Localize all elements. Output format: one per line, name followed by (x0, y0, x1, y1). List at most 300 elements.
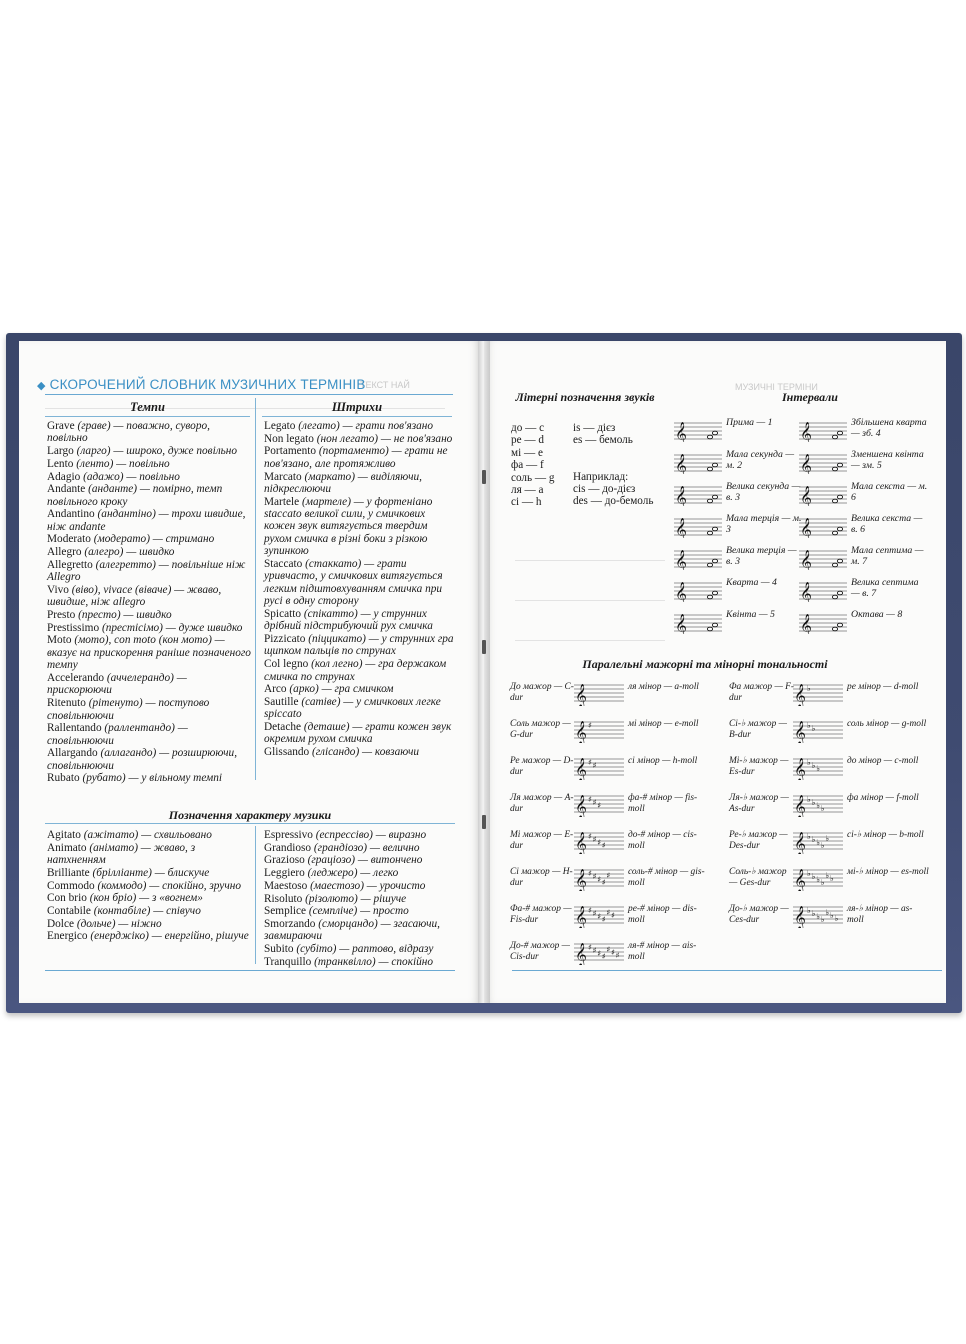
letters-heading: Літерні позначення звуків (515, 390, 655, 404)
key-signature (793, 756, 843, 780)
minor-key: сі мінор — h-moll (628, 756, 698, 766)
svg-text:♯: ♯ (588, 758, 592, 767)
column-divider (255, 398, 256, 780)
key-signature (574, 904, 624, 928)
svg-text:𝄞: 𝄞 (794, 905, 806, 928)
term-entry (47, 445, 252, 457)
term-definition: — велично (369, 841, 420, 854)
term-name: Risoluto (264, 892, 303, 905)
music-staff-icon (574, 904, 624, 928)
keys-heading: Паралельні мажорні та мінорні тональності (582, 657, 828, 671)
interval-cell (799, 577, 929, 603)
term-entry (264, 433, 454, 445)
term-name: Allargando (47, 747, 98, 760)
term-transliteration: (алегро) (84, 546, 124, 559)
dictionary-title: ◆ СКОРОЧЕНИЙ СЛОВНИК МУЗИЧНИХ ТЕРМІНІВ (37, 377, 366, 392)
key-signature (793, 682, 843, 706)
svg-text:𝄞: 𝄞 (794, 720, 806, 743)
music-staff-icon (793, 793, 843, 817)
bottom-rule (45, 970, 455, 971)
key-cell (729, 680, 934, 710)
svg-text:♯: ♯ (611, 948, 615, 957)
text-line: мі — e (511, 446, 543, 459)
book-spine (478, 341, 490, 1003)
text-line: des — до-бемоль (573, 495, 654, 508)
interval-cell (799, 481, 929, 507)
term-transliteration: (маестозо) (310, 879, 364, 892)
music-staff-icon (793, 719, 843, 743)
svg-text:♯: ♯ (606, 945, 611, 954)
svg-text:𝄞: 𝄞 (575, 794, 587, 817)
term-definition: — жваво, з натхненням (47, 841, 196, 867)
term-definition: — розширюючи, сповільнюючи (47, 747, 238, 772)
svg-text:♭: ♭ (816, 875, 820, 884)
svg-text:𝄞: 𝄞 (575, 683, 587, 706)
minor-key: фа мінор — f-moll (847, 793, 919, 803)
term-definition: — швидко (123, 609, 172, 622)
term-definition: — у фортеніано staccato великої сили, у смичкових кожен звук витягується твердим рухом смичка в різні боки з різкою зупинкою (264, 495, 433, 558)
key-signature (574, 867, 624, 891)
term-name: Prestissimo (47, 621, 100, 634)
minor-key: соль мінор — g-moll (847, 719, 927, 729)
term-definition: — спокійно (378, 955, 434, 968)
term-transliteration: (ажітато) (83, 829, 139, 841)
svg-text:♯: ♯ (611, 911, 615, 920)
svg-text:♭: ♭ (807, 795, 811, 804)
svg-text:♯: ♯ (597, 912, 602, 921)
term-transliteration: (адажо) (83, 470, 124, 483)
minor-key: ре мінор — d-moll (847, 682, 919, 692)
svg-text:♭: ♭ (834, 914, 839, 923)
term-transliteration: (портаменто) (318, 445, 389, 458)
interval-label: Мала септима — м. 7 (851, 545, 924, 567)
term-entry (264, 696, 454, 721)
note-letters (511, 422, 554, 509)
key-cell (510, 828, 715, 858)
term-name: Brilliante (47, 866, 90, 879)
term-name: Commodo (47, 879, 95, 892)
term-transliteration: (енерджіко) (90, 930, 149, 943)
svg-text:𝄞: 𝄞 (675, 549, 687, 570)
term-transliteration: (мото), (74, 634, 112, 647)
term-name: Espressivo (264, 829, 313, 841)
music-staff-icon (793, 867, 843, 891)
music-staff-icon (574, 830, 624, 854)
music-staff-icon (793, 830, 843, 854)
term-transliteration: (семпліче) (308, 905, 358, 918)
term-definition: — не пов'язано (380, 432, 453, 445)
bottom-rule (512, 970, 942, 971)
svg-text:𝄞: 𝄞 (800, 549, 812, 570)
term-definition: — ковзаючи (362, 746, 420, 759)
term-transliteration: (рубато) (82, 772, 126, 785)
term-transliteration: (кол легно) (311, 658, 363, 671)
term-definition: — у струнних дрібний підстрибуючий рух смичка (264, 607, 433, 633)
svg-text:𝄞: 𝄞 (675, 581, 687, 602)
term-transliteration: (ленто) (76, 457, 114, 470)
svg-text:♭: ♭ (811, 724, 816, 733)
music-staff-icon (574, 793, 624, 817)
music-staff-icon (799, 516, 847, 538)
svg-text:♯: ♯ (615, 951, 620, 960)
term-transliteration: (нон легато) (316, 432, 379, 445)
term-entry (264, 842, 454, 854)
term-entry (264, 658, 454, 683)
term-definition: — згасаючи, завмираючи (264, 917, 440, 943)
term-definition: — грати пов'язано (342, 420, 434, 432)
svg-text:♭: ♭ (811, 761, 816, 770)
term-definition: — прискорюючи (47, 671, 187, 697)
heading-underline (45, 823, 455, 824)
term-definition: — виразно (375, 829, 427, 841)
term-transliteration: (грандіозо) (313, 841, 367, 854)
svg-text:♭: ♭ (807, 869, 811, 878)
term-transliteration: (модерато) (93, 533, 150, 546)
svg-text:♯: ♯ (597, 801, 602, 810)
term-definition: — легко (360, 867, 399, 880)
term-transliteration: (коммодо) (97, 879, 147, 892)
svg-text:𝄞: 𝄞 (800, 421, 812, 442)
interval-label: Зменшена квінта — зм. 5 (851, 449, 924, 471)
text-line: ля — a (511, 484, 544, 497)
key-signature (574, 756, 624, 780)
interval-label: Збільшена кварта — зб. 4 (851, 417, 927, 439)
term-definition: — грати не пов'язано, але протяжливо (264, 445, 448, 470)
major-key: Фа-# мажор — Fis-dur (510, 904, 572, 925)
term-definition: — поступово сповільнюючи (47, 697, 210, 722)
term-entry (47, 722, 252, 747)
music-staff-icon (574, 719, 624, 743)
term-entry (264, 893, 454, 905)
svg-text:𝄞: 𝄞 (800, 613, 812, 634)
text-line: соль — g (511, 471, 555, 484)
key-signature (574, 682, 624, 706)
interval-staff (799, 516, 847, 538)
minor-key: сі-♭ мінор — b-moll (847, 830, 924, 840)
svg-text:♯: ♯ (592, 946, 597, 955)
term-transliteration: (сатіве) (301, 695, 341, 708)
term-name: Moto (47, 634, 72, 647)
term-definition: — схвильовано (141, 829, 212, 841)
character-list-left (47, 829, 252, 943)
svg-text:𝄞: 𝄞 (575, 905, 587, 928)
key-cell (510, 902, 715, 932)
term-transliteration: (деташе) (303, 721, 350, 734)
music-staff-icon (793, 756, 843, 780)
character-heading: Позначення характеру музики (168, 808, 332, 822)
key-signature (793, 793, 843, 817)
svg-text:♯: ♯ (592, 909, 597, 918)
svg-text:𝄞: 𝄞 (794, 831, 806, 854)
term-entry (47, 546, 252, 558)
term-entry (47, 930, 252, 942)
term-name: Subito (264, 943, 294, 956)
music-staff-icon (799, 420, 847, 442)
major-key: Фа мажор — F-dur (729, 682, 794, 703)
music-staff-icon (674, 612, 722, 634)
term-definition: — трохи швидше, ніж andante (47, 508, 246, 533)
term-entry (47, 420, 252, 445)
interval-label: Мала терція — м. 3 (726, 513, 802, 535)
svg-text:♯: ♯ (588, 869, 592, 878)
term-definition: — ніжно (118, 917, 162, 930)
term-entry (47, 584, 252, 609)
term-transliteration: (арко) (289, 683, 319, 696)
term-entry (47, 609, 252, 621)
key-cell (510, 791, 715, 821)
term-name: Marcato (264, 470, 302, 483)
music-staff-icon (674, 420, 722, 442)
term-transliteration: (спікатто) (303, 607, 358, 620)
term-name: Andante (47, 483, 86, 496)
interval-cell (799, 417, 929, 443)
term-entry (264, 905, 454, 917)
music-staff-icon (793, 682, 843, 706)
term-entry (47, 772, 252, 784)
music-staff-icon (799, 612, 847, 634)
interval-label: Велика терція — в. 3 (726, 545, 797, 567)
key-cell (729, 754, 934, 784)
term-definition: — витончено (357, 854, 423, 867)
term-name: Legato (264, 420, 296, 432)
svg-text:♯: ♯ (606, 871, 611, 880)
minor-key: ля мінор — a-moll (628, 682, 699, 692)
interval-staff (799, 452, 847, 474)
term-entry (264, 558, 454, 608)
music-staff-icon (799, 484, 847, 506)
term-transliteration: (алегретто) (95, 558, 156, 571)
term-entry (264, 721, 454, 746)
music-staff-icon (574, 756, 624, 780)
term-name: Martele (264, 495, 300, 508)
term-definition: — блискуче (154, 866, 210, 879)
music-staff-icon (799, 580, 847, 602)
term-definition: — сповільнюючи (47, 722, 188, 747)
interval-cell (674, 481, 804, 507)
interval-staff (674, 452, 722, 474)
term-definition: — раптово, відразу (339, 943, 434, 956)
minor-key: соль-# мінор — gis-moll (628, 867, 705, 888)
key-signature (793, 719, 843, 743)
term-name: Grave (47, 420, 75, 432)
example-label: Наприклад: (573, 471, 629, 483)
term-transliteration: (раллентандо) (104, 722, 175, 735)
major-key: Сі мажор — H-dur (510, 867, 573, 888)
svg-text:♭: ♭ (807, 832, 811, 841)
term-transliteration: (аніматo) (89, 841, 138, 854)
svg-text:♭: ♭ (816, 801, 820, 810)
term-name: Energico (47, 930, 88, 943)
music-staff-icon (799, 452, 847, 474)
interval-label: Мала секунда — м. 2 (726, 449, 795, 471)
term-definition: — гра смичком (321, 683, 394, 696)
stitch-mark (482, 470, 486, 484)
term-definition: — урочисто (366, 879, 426, 892)
term-definition: — у струнних гра щипком пальців по струнах (264, 632, 454, 658)
text-line: сі — h (511, 496, 542, 509)
music-staff-icon (574, 867, 624, 891)
term-entry (264, 496, 454, 558)
key-cell (729, 865, 934, 895)
svg-text:♭: ♭ (830, 874, 834, 883)
interval-cell (674, 417, 804, 443)
svg-text:𝄞: 𝄞 (794, 794, 806, 817)
svg-text:♭: ♭ (816, 764, 820, 773)
key-cell (510, 865, 715, 895)
interval-cell (674, 513, 804, 539)
interval-staff (799, 580, 847, 602)
svg-text:𝄞: 𝄞 (800, 485, 812, 506)
svg-text:♭: ♭ (820, 915, 825, 924)
term-transliteration: (різолюто) (305, 892, 358, 905)
major-key: Ре мажор — D-dur (510, 756, 574, 777)
term-entry (264, 608, 454, 633)
term-entry (264, 746, 454, 758)
music-staff-icon (674, 484, 722, 506)
term-name: Tranquillo (264, 955, 312, 968)
svg-text:𝄞: 𝄞 (675, 485, 687, 506)
intervals-heading: Інтервали (782, 390, 838, 404)
term-name: Animato (47, 841, 87, 854)
term-name: Allegretto (47, 558, 93, 571)
term-transliteration: (глісандо) (312, 746, 360, 759)
term-transliteration: (граве) (77, 420, 111, 432)
text-line: es — бемоль (573, 434, 633, 447)
term-transliteration: (граціозо) (307, 854, 356, 867)
term-definition: — повільно (116, 457, 170, 470)
term-definition: — гра держаком смичка по струнах (264, 658, 447, 683)
svg-text:♭: ♭ (811, 798, 816, 807)
interval-cell (799, 449, 929, 475)
interval-staff (674, 516, 722, 538)
interval-staff (674, 580, 722, 602)
key-cell (510, 717, 715, 747)
text-line: is — дієз (573, 422, 616, 434)
term-definition: — рішуче (360, 892, 407, 905)
svg-text:♭: ♭ (830, 911, 834, 920)
svg-text:♭: ♭ (825, 871, 830, 880)
term-entry (264, 829, 454, 841)
key-cell (729, 828, 934, 858)
svg-text:♭: ♭ (807, 721, 811, 730)
term-name: Rallentando (47, 722, 102, 735)
svg-text:♯: ♯ (601, 915, 606, 924)
major-key: Мі мажор — E-dur (510, 830, 574, 851)
term-definition: — енергійно, рішуче (151, 930, 249, 943)
term-definition: — з «вогнем» (139, 892, 203, 905)
term-entry (47, 559, 252, 584)
interval-label: Квінта — 5 (726, 609, 775, 620)
interval-staff (674, 612, 722, 634)
svg-text:♭: ♭ (816, 838, 820, 847)
svg-text:♯: ♯ (601, 952, 606, 961)
svg-text:♯: ♯ (588, 795, 592, 804)
svg-text:♯: ♯ (588, 721, 592, 730)
term-entry (264, 918, 454, 943)
music-staff-icon (674, 548, 722, 570)
term-transliteration: (леджеро) (307, 867, 358, 880)
svg-text:𝄞: 𝄞 (575, 868, 587, 891)
heading-underline (262, 416, 452, 417)
major-key: Ре-♭ мажор — Des-dur (729, 830, 788, 851)
text-line: cis — до-дієз (573, 483, 636, 495)
term-name: Ritenuto (47, 697, 86, 710)
term-transliteration: (престісімо) (101, 621, 163, 634)
term-transliteration: (анданте) (88, 483, 138, 496)
term-definition: — грати уривчасто, у смичкових витягується легким підштовхуванням смичка при русі в одну сторону (264, 557, 443, 608)
svg-text:♯: ♯ (601, 841, 606, 850)
key-cell (510, 680, 715, 710)
svg-text:♭: ♭ (811, 872, 816, 881)
music-staff-icon (674, 452, 722, 474)
svg-text:𝄞: 𝄞 (575, 942, 587, 965)
minor-key: мі мінор — e-moll (628, 719, 699, 729)
minor-key: ре-# мінор — dis-moll (628, 904, 697, 925)
ghost-heading-right: МУЗИЧНІ ТЕРМІНИ (735, 382, 818, 392)
term-definition: — помірно, темп повільного кроку (47, 483, 223, 508)
svg-text:𝄞: 𝄞 (675, 421, 687, 442)
term-transliteration: (маркато) (304, 470, 355, 483)
tempi-heading: Темпи (130, 400, 165, 414)
term-name: Adagio (47, 470, 81, 483)
strokes-heading: Штрихи (331, 400, 383, 414)
term-name: Maestoso (264, 879, 308, 892)
interval-staff (674, 420, 722, 442)
term-transliteration: (сморцандо) (318, 917, 378, 930)
term-transliteration: (аччелерандо) (106, 671, 174, 684)
tempi-list (47, 420, 252, 785)
term-definition: — поважно, суворо, повільно (47, 420, 210, 445)
term-entry (47, 747, 252, 772)
term-transliteration: (кон бріо) (89, 892, 137, 905)
term-entry (264, 420, 454, 432)
term-definition: — співучо (153, 904, 201, 917)
major-key: Сі-♭ мажор — B-dur (729, 719, 787, 740)
music-staff-icon (799, 548, 847, 570)
term-transliteration: (брілліанте) (92, 866, 152, 879)
term-name: Moderato (47, 533, 91, 546)
term-transliteration: (еспрессіво) (315, 829, 373, 841)
heading-underline (45, 416, 250, 417)
svg-text:♭: ♭ (811, 909, 816, 918)
term-entry (47, 483, 252, 508)
svg-text:♭: ♭ (825, 834, 830, 843)
svg-text:♭: ♭ (820, 841, 825, 850)
term-definition: — повільно (126, 470, 180, 483)
svg-text:𝄞: 𝄞 (794, 683, 806, 706)
major-key: Ля-♭ мажор — As-dur (729, 793, 789, 814)
term-transliteration: (аллагандо) (100, 747, 157, 760)
term-definition: — стримано (152, 533, 215, 546)
term-definition: con moto (кон мото) — вказує на прискорення раніше позначеного темпу (47, 634, 251, 672)
svg-text:♯: ♯ (597, 949, 602, 958)
svg-text:𝄞: 𝄞 (800, 453, 812, 474)
term-entry (264, 943, 454, 955)
minor-key: ля-# мінор — ais-moll (628, 941, 697, 962)
interval-label: Велика секста — в. 6 (851, 513, 923, 535)
term-definition: — у вільному темпі (128, 772, 223, 785)
ghost-line (515, 640, 665, 641)
term-definition: vivace (віваче) — жваво, швидше, ніж allegro (47, 583, 222, 609)
term-transliteration: (піццикато) (308, 632, 366, 645)
term-name: Dolce (47, 917, 74, 930)
interval-staff (799, 420, 847, 442)
major-key: До-# мажор — Cis-dur (510, 941, 571, 962)
term-name: Rubato (47, 772, 80, 785)
term-transliteration: (андантіно) (97, 508, 156, 521)
interval-label: Прима — 1 (726, 417, 773, 428)
svg-text:𝄞: 𝄞 (675, 453, 687, 474)
